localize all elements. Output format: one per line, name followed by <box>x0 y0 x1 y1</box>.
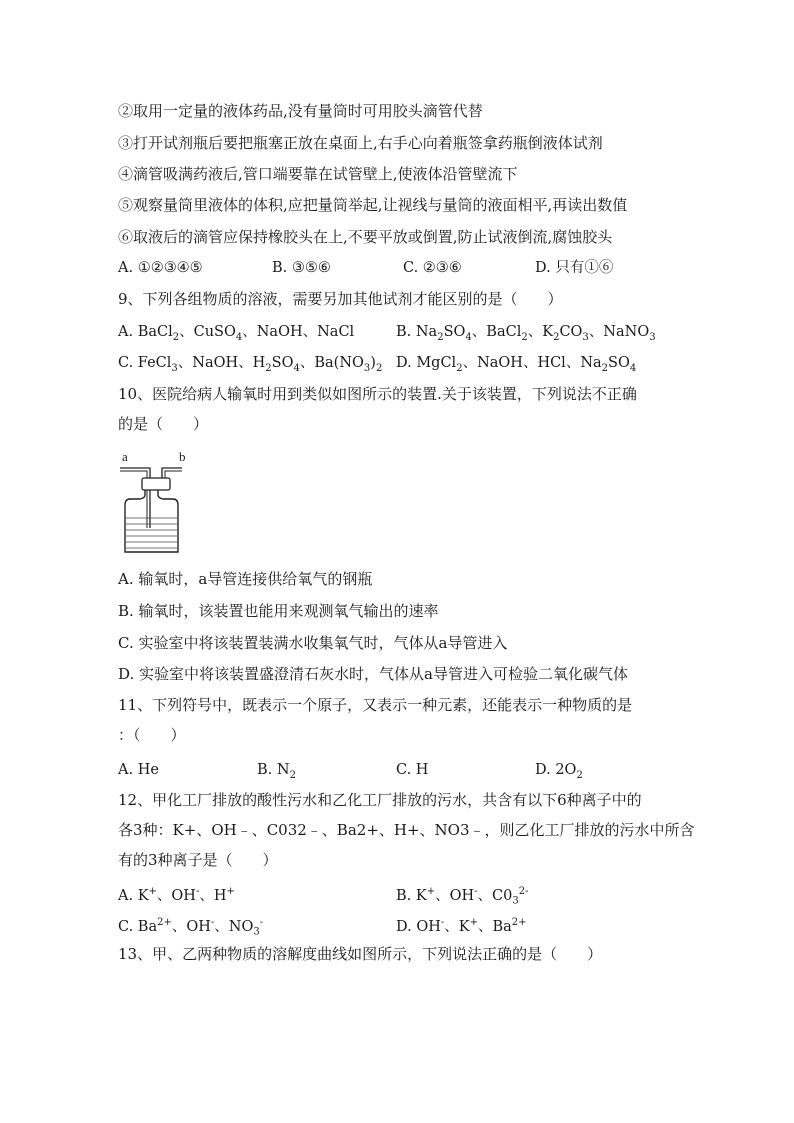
q11-b-s1: 2 <box>289 769 296 781</box>
q12-b-p1: + <box>426 886 436 897</box>
q10-option-b: B. 输氧时，该装置也能用来观测氧气输出的速率 <box>118 602 439 620</box>
q12-c-p1: 2+ <box>157 917 172 928</box>
q12-option-d <box>396 913 527 937</box>
q9-d-s1: 2 <box>456 362 463 374</box>
q9-b-s1: 2 <box>437 331 444 343</box>
q11-option-c: C. H <box>396 762 429 778</box>
q9-c-s3: 2 <box>265 362 272 374</box>
q9-b-s11: 3 <box>649 331 656 343</box>
q10-stem-line2: 的是（ ） <box>118 415 209 433</box>
statement-4: ④滴管吸满药液后,管口端要靠在试管壁上,使液体沿管壁流下 <box>118 165 518 183</box>
q12-b-t0: B. K <box>396 887 427 904</box>
q9-d-t4: SO <box>608 355 630 371</box>
q12-c-p3: - <box>210 917 215 928</box>
q9-option-d <box>396 353 636 379</box>
q9-d-s5: 4 <box>629 362 637 374</box>
q9-d-t2: 、NaOH、HCl、Na <box>462 355 602 371</box>
gas-washing-bottle-diagram <box>118 448 198 556</box>
q11-d-s1: 2 <box>576 769 583 781</box>
statement-3: ③打开试剂瓶后要把瓶塞正放在桌面上,右手心向着瓶签拿药瓶倒液体试剂 <box>118 134 603 152</box>
q9-b-s7: 2 <box>553 331 560 343</box>
q12-b-t2: 、OH <box>435 887 475 904</box>
q11-d-t0: D. 2O <box>535 762 577 778</box>
q11-option-b <box>257 760 296 786</box>
q12-stem-line3: 有的3种离子是（ ） <box>118 851 278 869</box>
q9-b-t0: B. Na <box>396 324 438 340</box>
bottle-stopper <box>142 478 170 490</box>
tube-label-a: a <box>122 449 128 464</box>
q9-b-s9: 3 <box>582 331 589 343</box>
q9-b-t8: CO <box>559 324 583 340</box>
q10-option-d: D. 实验室中将该装置盛澄清石灰水时，气体从a导管进入可检验二氧化碳气体 <box>118 665 628 683</box>
q8-option-c: C. ②③⑥ <box>403 260 462 276</box>
q12-stem-line2: 各3种：K+、OH﹣、C032﹣、Ba2+、H+、NO3﹣，则乙化工厂排放的污水中所含 <box>118 821 695 839</box>
q12-c-t4: 、NO <box>214 918 254 935</box>
q9-c-t0: C. FeCl <box>118 355 172 371</box>
q9-a-t0: A. BaCl <box>118 324 173 340</box>
q11-stem-line2: ：（ ） <box>118 726 186 744</box>
q9-c-s7: 3 <box>363 362 371 374</box>
q9-a-t4: 、NaOH、NaCl <box>242 324 355 340</box>
q9-b-t4: 、BaCl <box>471 324 522 340</box>
statement-5: ⑤观察量筒里液体的体积,应把量筒举起,让视线与量筒的液面相平,再读出数值 <box>118 196 628 214</box>
q9-c-t2: 、NaOH、H <box>177 355 266 371</box>
q9-a-t2: 、CuSO <box>179 324 236 340</box>
q9-c-t8: ) <box>370 355 376 371</box>
q9-option-b <box>396 322 656 348</box>
q12-a-p1: + <box>148 886 157 897</box>
q12-a-p3: - <box>195 886 200 897</box>
q9-a-s1: 2 <box>172 331 180 343</box>
q12-d-t2: 、K <box>444 918 470 935</box>
q8-option-b: B. ③⑤⑥ <box>272 260 331 276</box>
q12-b-p6: 2- <box>518 886 529 897</box>
q9-option-a <box>118 322 354 348</box>
q10-stem-line1: 10、医院给病人输氧时用到类似如图所示的装置.关于该装置，下列说法不正确 <box>118 385 637 403</box>
q12-a-t0: A. K <box>118 887 149 904</box>
q10-option-a: A. 输氧时，a导管连接供给氧气的钢瓶 <box>118 570 373 588</box>
q12-option-a <box>118 882 235 906</box>
q13-stem: 13、甲、乙两种物质的溶解度曲线如图所示，下列说法正确的是（ ） <box>118 945 603 963</box>
q9-b-t10: 、NaNO <box>588 324 650 340</box>
q12-c-t0: C. Ba <box>118 918 158 935</box>
q12-d-t4: 、Ba <box>477 918 512 935</box>
q9-c-s5: 4 <box>293 362 300 374</box>
q9-c-t6: 、Ba(NO <box>299 355 364 371</box>
q11-stem-line1: 11、下列符号中，既表示一个原子，又表示一种元素，还能表示一种物质的是 <box>118 696 633 714</box>
q12-stem-line1: 12、甲化工厂排放的酸性污水和乙化工厂排放的污水，共含有以下6种离子中的 <box>118 791 642 809</box>
q11-option-d <box>535 760 583 786</box>
q12-d-p1: - <box>440 917 445 928</box>
q12-a-p5: + <box>226 886 235 897</box>
q12-option-c <box>118 913 263 943</box>
q11-b-t0: B. N <box>257 762 290 778</box>
q12-option-b <box>396 882 529 912</box>
q9-b-s5: 2 <box>521 331 528 343</box>
q12-b-t4: 、C0 <box>477 887 513 904</box>
statement-2: ②取用一定量的液体药品,没有量筒时可用胶头滴管代替 <box>118 102 483 120</box>
q8-option-d: D. 只有①⑥ <box>535 260 614 276</box>
q9-stem: 9、下列各组物质的溶液，需要另加其他试剂才能区别的是（ ） <box>118 290 563 308</box>
q12-a-t4: 、H <box>199 887 227 904</box>
q12-d-t0: D. OH <box>396 918 441 935</box>
q12-d-p3: + <box>469 917 478 928</box>
q8-option-a: A. ①②③④⑤ <box>118 260 203 276</box>
q9-b-s3: 4 <box>465 331 472 343</box>
q12-c-t2: 、OH <box>171 918 211 935</box>
q9-c-t4: SO <box>271 355 294 371</box>
q9-a-s3: 4 <box>235 331 243 343</box>
q9-d-t0: D. MgCl <box>396 355 457 371</box>
q12-c-p6: - <box>259 917 264 928</box>
q9-b-t6: 、K <box>527 324 554 340</box>
bottle-liquid <box>126 518 177 548</box>
bottle-body <box>125 490 178 552</box>
q12-c-s5: 3 <box>253 926 260 938</box>
q12-d-p5: 2+ <box>511 917 527 928</box>
q9-c-s9: 2 <box>375 362 383 374</box>
q9-option-c <box>118 353 382 379</box>
q12-b-s5: 3 <box>512 895 519 907</box>
q9-d-s3: 2 <box>601 362 609 374</box>
q12-b-p3: - <box>474 886 478 897</box>
q9-c-s1: 3 <box>171 362 178 374</box>
statement-6: ⑥取液后的滴管应保持橡胶头在上,不要平放或倒置,防止试液倒流,腐蚀胶头 <box>118 228 613 246</box>
q9-b-t2: SO <box>443 324 466 340</box>
q10-option-c: C. 实验室中将该装置装满水收集氧气时，气体从a导管进入 <box>118 634 508 652</box>
tube-label-b: b <box>179 449 186 464</box>
q11-option-a: A. He <box>118 762 159 778</box>
q12-a-t2: 、OH <box>156 887 196 904</box>
